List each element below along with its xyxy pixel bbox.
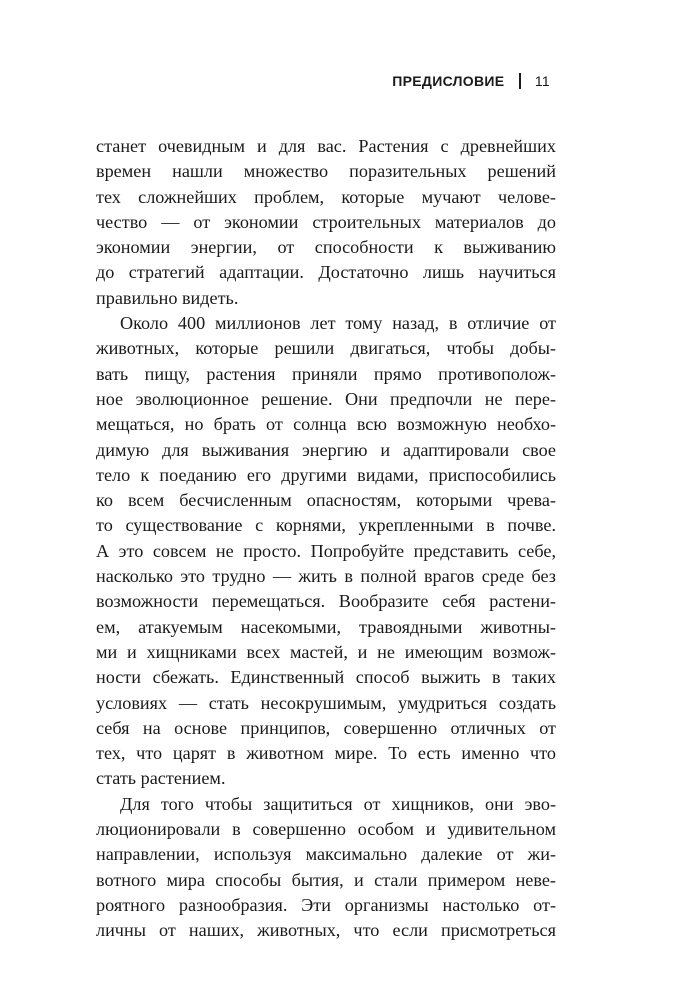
text-line: Около 400 миллионов лет тому назад, в отличие от [120,313,556,334]
text-line: Для того чтобы защититься от хищников, они эво- [120,793,556,814]
text-line: личны от наших, животных, что если присмотреться [96,920,556,941]
text-line: люционировали в совершенно особом и удивительном [96,819,556,840]
text-line: мещаться, но брать от солнца всю возможную необхо- [96,414,556,435]
text-line: стать растением. [96,768,226,789]
text-line: ем, атакуемым насекомыми, травоядными животны- [96,616,556,637]
body-text [96,134,556,944]
section-title: ПРЕДИСЛОВИЕ [392,73,505,89]
header-separator [519,73,521,89]
text-line: тех, что царят в животном мире. То есть именно что [96,743,556,764]
text-line: станет очевидным и для вас. Растения с древнейших [96,136,556,156]
text-line: чество — от экономии строительных материалов до [96,211,556,232]
text-line: условиях — стать несокрушимым, умудриться создать [96,692,556,713]
text-line: экономии энергии, от способности к выживанию [96,237,556,258]
text-line: роятного разнообразия. Эти организмы настолько от- [96,894,556,915]
text-line: то существование с корнями, укрепленными в почве. [96,515,556,536]
text-line: вотного мира способы бытия, и стали примером неве- [96,869,556,890]
page-number: 11 [534,73,550,89]
text-line: времен нашли множество поразительных решений [96,161,556,182]
text-line: себя на основе принципов, совершенно отличных от [96,717,556,738]
text-line: ное эволюционное решение. Они предпочли не пере- [96,388,556,409]
text-line: А это совсем не просто. Попробуйте представить себе, [96,540,556,561]
text-line: насколько это трудно — жить в полной врагов среде без [96,566,556,587]
text-line: до стратегий адаптации. Достаточно лишь научиться [96,262,556,283]
text-line: возможности перемещаться. Вообразите себя растени- [96,591,556,612]
text-line: тело к поеданию его другими видами, приспособились [96,464,556,485]
text-line: ко всем бесчисленным опасностям, которыми чрева- [96,490,556,511]
running-head [392,73,550,89]
text-line: ми и хищниками всех мастей, и не имеющим возмож- [96,641,556,662]
text-line: димую для выживания энергию и адаптировали свое [96,439,556,460]
text-line: ности сбежать. Единственный способ выжить в таких [96,667,556,688]
text-line: животных, которые решили двигаться, чтобы добы- [96,338,556,359]
text-line: тех сложнейших проблем, которые мучают челове- [96,186,556,207]
text-line: правильно видеть. [96,287,239,308]
text-line: направлении, используя максимально далекие от жи- [96,844,556,865]
text-line: вать пищу, растения приняли прямо противополож- [96,363,556,384]
